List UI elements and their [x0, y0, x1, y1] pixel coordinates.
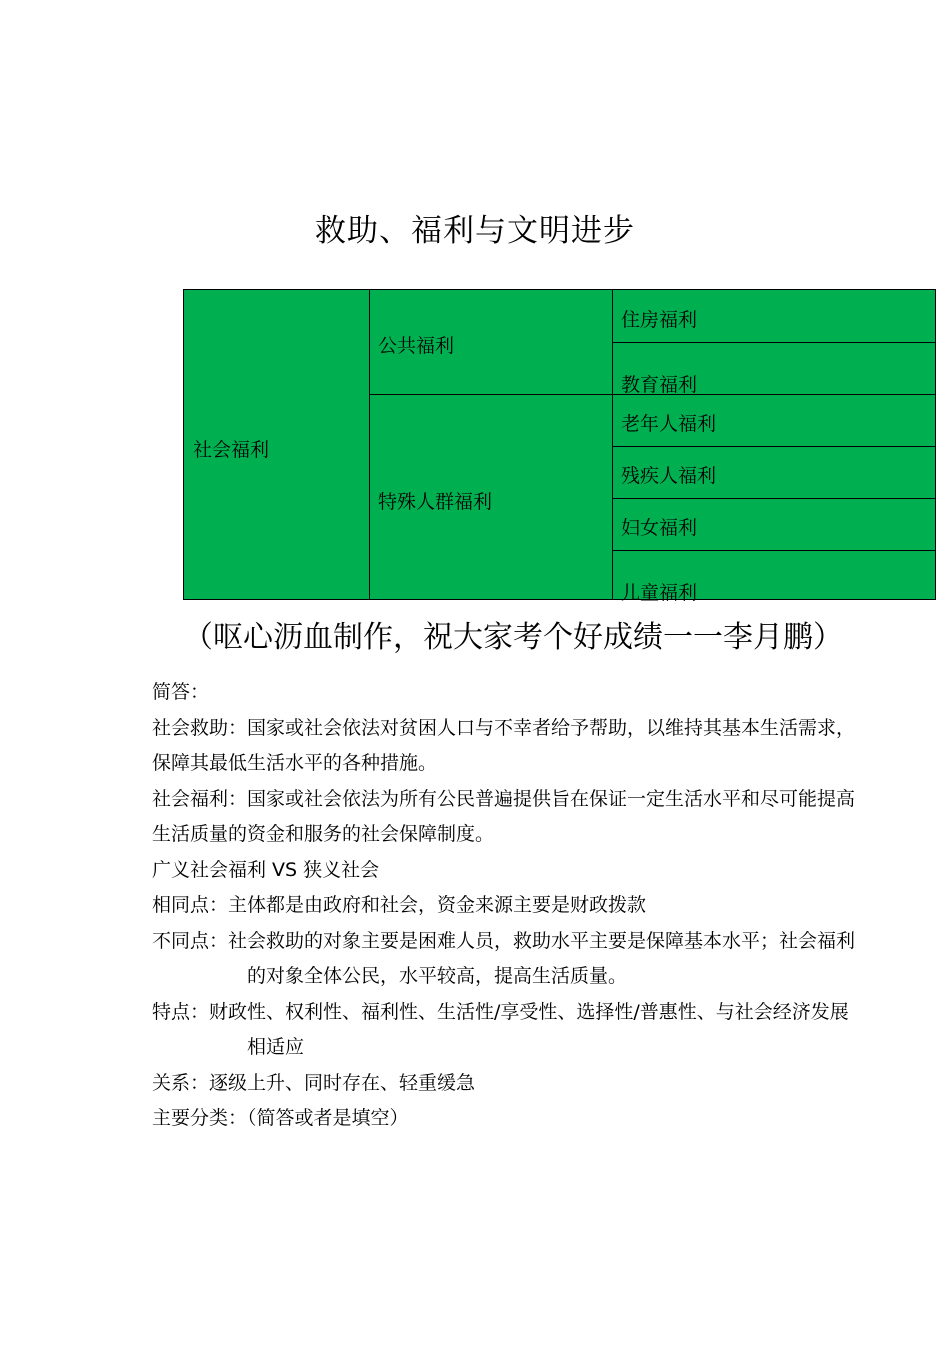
welfare-classification-tree: [183, 289, 936, 604]
notes-line: 特点：财政性、权利性、福利性、生活性/享受性、选择性/普惠性、与社会经济发展: [152, 1000, 849, 1023]
divider: [369, 290, 370, 599]
divider: [612, 550, 935, 551]
notes-line: 不同点：社会救助的对象主要是困难人员，救助水平主要是保障基本水平；社会福利: [152, 929, 856, 952]
divider: [612, 342, 935, 343]
tree-leaf-elderly: 老年人福利: [621, 413, 717, 435]
divider: [612, 498, 935, 499]
tree-leaf-education: 教育福利: [621, 374, 698, 396]
tree-leaf-housing: 住房福利: [621, 309, 698, 331]
notes-line: 相适应: [247, 1036, 305, 1058]
notes-body: [152, 675, 942, 1137]
notes-line: 主要分类：（简答或者是填空）: [152, 1107, 409, 1129]
tree-branch-public-welfare: 公共福利: [378, 335, 455, 357]
notes-line: 社会救助：国家或社会依法对贫困人口与不幸者给予帮助，以维持其基本生活需求，: [152, 716, 856, 739]
tree-leaf-children: 儿童福利: [621, 582, 698, 604]
notes-line: 广义社会福利 VS 狭义社会: [152, 858, 380, 881]
notes-line: 简答：: [152, 681, 210, 703]
tree-branch-special-welfare: 特殊人群福利: [378, 491, 493, 513]
divider: [612, 446, 935, 447]
tree-leaf-women: 妇女福利: [621, 517, 698, 539]
divider: [612, 290, 613, 599]
notes-line: 生活质量的资金和服务的社会保障制度。: [152, 823, 495, 845]
page-title: 救助、福利与文明进步: [315, 213, 635, 249]
notes-line: 的对象全体公民，水平较高，提高生活质量。: [247, 965, 628, 987]
tree-root-social-welfare: 社会福利: [193, 439, 270, 461]
credit-line: （呕心沥血制作，祝大家考个好成绩一一李月鹏）: [183, 620, 843, 655]
notes-line: 相同点：主体都是由政府和社会，资金来源主要是财政拨款: [152, 894, 647, 916]
tree-leaf-disabled: 残疾人福利: [621, 465, 717, 487]
notes-line: 保障其最低生活水平的各种措施。: [152, 752, 438, 774]
notes-line: 关系：逐级上升、同时存在、轻重缓急: [152, 1071, 476, 1094]
notes-line: 社会福利：国家或社会依法为所有公民普遍提供旨在保证一定生活水平和尽可能提高: [152, 787, 856, 810]
